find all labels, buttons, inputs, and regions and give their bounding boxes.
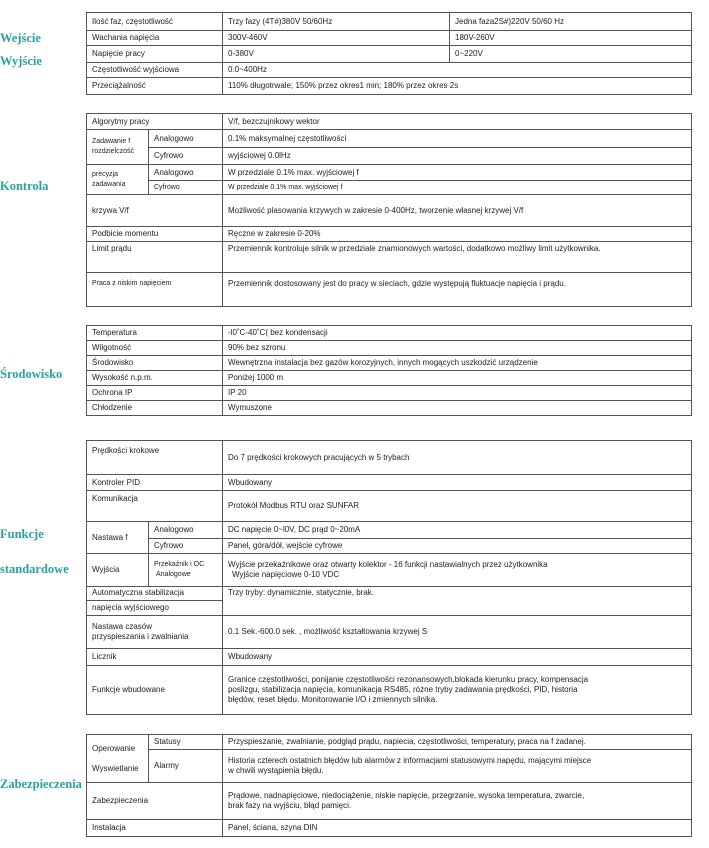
spec-value: 0.1% maksymalnej częstotliwości — [223, 130, 692, 148]
spec-value: Wymuszone — [223, 401, 692, 416]
spec-value: Wewnętrzna instalacja bez gazów korozyjnych, innych mogących uszkodzić urządzenie — [223, 356, 692, 371]
spec-sublabel: Cyfrowo — [149, 148, 223, 165]
table-row — [87, 165, 692, 181]
builtin-functions-line1: Granice częstotliwości, ponijanie częstotliwości rezonansowych,blokada kierunku pracy, kompensacja — [228, 675, 589, 684]
spec-label — [87, 735, 149, 783]
spec-label: Napięcie pracy — [87, 46, 223, 63]
operation-label-line1: Operowanie — [92, 743, 136, 753]
spec-value: 110% długotrwale; 150% przez okres1 min; 180% przez okres 2s — [223, 78, 692, 95]
spec-sublabel: Statusy — [149, 735, 223, 750]
table-row — [87, 401, 692, 416]
spec-value: Wbudowany — [223, 649, 692, 666]
spec-label: Wachania napięcia — [87, 31, 223, 46]
spec-label: Limit prądu — [87, 242, 223, 273]
table-row — [87, 735, 692, 750]
spec-label: Wysokość n.p.m. — [87, 371, 223, 386]
section-label-protection: Zabezpieczenia — [0, 777, 82, 791]
spec-sublabel: Alarmy — [149, 750, 223, 783]
spec-value: V/f, bezczujnikowy wektor — [223, 114, 692, 130]
spec-value: Do 7 prędkości krokowych pracujących w 5 trybach — [223, 441, 692, 475]
spec-label: Licznik — [87, 649, 223, 666]
table-row — [87, 63, 692, 78]
section-label-standard: standardowe — [0, 562, 69, 576]
spec-sublabel: Analogowo — [149, 522, 223, 539]
table-row — [87, 114, 692, 130]
table-row — [87, 13, 692, 31]
table-row — [87, 441, 692, 475]
builtin-functions-line2: poslizgu, stabilizacja napięcia, komunikacja RS485, różne tryby zadawania prędkości, PID, historia — [228, 685, 578, 694]
spec-sublabel: Cyfrowo — [149, 181, 223, 195]
spec-label: Środowisko — [87, 356, 223, 371]
environment-table — [86, 325, 692, 416]
table-row — [87, 326, 692, 341]
spec-label: Funkcje wbudowane — [87, 666, 223, 715]
table-row — [87, 491, 692, 522]
ramp-label-line1: Nastawa czasów — [92, 622, 153, 631]
spec-value: 0-380V — [223, 46, 450, 63]
spec-value: 90% bez szronu — [223, 341, 692, 356]
control-table — [86, 113, 692, 307]
spec-sublabel — [149, 554, 223, 587]
spec-label: Ilość faz, częstotliwość — [87, 13, 223, 31]
spec-label: Wyjścia — [87, 554, 149, 587]
spec-value: 0.1 Sek.-600.0 sek. , możliwość kształtowania krzywej S — [223, 616, 692, 649]
auto-stab-label-line2: napięcia wyjściowego — [87, 600, 222, 613]
spec-value: Ręczne w zakresie 0-20% — [223, 227, 692, 242]
table-row — [87, 148, 692, 165]
spec-value: Poniżej 1000 m — [223, 371, 692, 386]
protection-value-line2: brak fazy na wyjściu, błąd pamięci. — [228, 801, 352, 810]
table-row — [87, 371, 692, 386]
spec-value: Przemiennik dostosowany jest do pracy w sieciach, gdzie występują fluktuacje napięcia i prądu. — [223, 273, 692, 307]
spec-value: -l0˚C-40˚C( bez kondensacji — [223, 326, 692, 341]
spec-value — [223, 554, 692, 587]
table-row — [87, 649, 692, 666]
spec-value: wyjściowej 0.0lHz — [223, 148, 692, 165]
spec-label: krzywa V/f — [87, 195, 223, 227]
spec-label: Zadawanie f rozdzielczość — [87, 130, 149, 165]
table-row — [87, 195, 692, 227]
spec-value: W przedziale 0.1% max. wyjściowej f — [223, 165, 692, 181]
table-row — [87, 587, 692, 616]
spec-label: Temperatura — [87, 326, 223, 341]
table-row — [87, 31, 692, 46]
operation-label-line2: Wyswietlanie — [92, 763, 139, 773]
functions-table — [86, 440, 692, 715]
spec-value: DC napięcie 0~l0V, DC prąd 0~20mA — [223, 522, 692, 539]
spec-label: Wilgotność — [87, 341, 223, 356]
spec-label: Praca z niskim napięciem — [87, 273, 223, 307]
table-row — [87, 227, 692, 242]
protection-table — [86, 734, 692, 837]
spec-value: Możliwość plasowania krzywych w zakresie 0-400Hz, tworzenie własnej krzywej V/f — [223, 195, 692, 227]
spec-value: Trzy tryby: dynamicznie, statycznie, brak. — [223, 587, 692, 616]
outputs-sub-analog: Analogowe — [156, 571, 191, 578]
table-row — [87, 386, 692, 401]
table-row — [87, 666, 692, 715]
table-row — [87, 181, 692, 195]
spec-value: 300V-460V — [223, 31, 450, 46]
spec-value: Przyspieszanie, zwalnianie, podgląd prądu, napiecia, częstotliwości, temperatury, praca na f zadanej. — [223, 735, 692, 750]
spec-label: Nastawa f — [87, 522, 149, 554]
spec-value: 180V-260V — [450, 31, 692, 46]
spec-value — [223, 783, 692, 820]
builtin-functions-line3: błędów, reset błędu. Monitorowanie I/O i zmiennych silnika. — [228, 695, 438, 704]
spec-label: Instalacja — [87, 820, 223, 837]
table-row — [87, 130, 692, 148]
table-row — [87, 554, 692, 587]
spec-value: Przemiennik kontroluje silnik w przedziale znamionowych wartości, dodatkowo możliwy limit użytkownika. — [223, 242, 692, 273]
table-row — [87, 475, 692, 491]
spec-label — [87, 587, 223, 616]
table-row — [87, 783, 692, 820]
table-row — [87, 616, 692, 649]
spec-label: Komunikacja — [87, 491, 223, 522]
spec-sublabel: Cyfrowo — [149, 539, 223, 554]
spec-value: IP 20 — [223, 386, 692, 401]
section-label-output: Wyjście — [0, 54, 42, 68]
protection-value-line1: Prądowe, nadnapięciowe, niedociążenie, niskie napięcie, przegrzanie, wysoka temperatura, zwarcie, — [228, 791, 585, 800]
spec-label — [87, 616, 223, 649]
spec-label: Prędkości krokowe — [87, 441, 223, 475]
spec-value: 0~220V — [450, 46, 692, 63]
ramp-label-line2: przyspieszania i zwalniania — [92, 632, 189, 641]
spec-value: W przedziale 0.1% max. wyjściowej f — [223, 181, 692, 195]
spec-value: Trzy fazy (4T#)380V 50/60Hz — [223, 13, 450, 31]
spec-label: Zabezpieczenia — [87, 783, 223, 820]
spec-label: Chłodzenie — [87, 401, 223, 416]
spec-label: Częstotliwość wyjściowa — [87, 63, 223, 78]
table-row — [87, 242, 692, 273]
table-row — [87, 78, 692, 95]
table-row — [87, 539, 692, 554]
spec-label: Ochrona IP — [87, 386, 223, 401]
spec-value: Panel, góra/dół, wejście cyfrowe — [223, 539, 692, 554]
spec-value: Wbudowany — [223, 475, 692, 491]
spec-label: Przeciążalność — [87, 78, 223, 95]
spec-label: Algorytmy pracy — [87, 114, 223, 130]
section-label-environment: Środowisko — [0, 367, 63, 381]
spec-value: 0.0~400Hz — [223, 63, 692, 78]
spec-value: Panel, ściana, szyna DIN — [223, 820, 692, 837]
table-row — [87, 750, 692, 783]
auto-stab-label-line1: Automatyczna stabilizacja — [92, 588, 185, 597]
table-row — [87, 46, 692, 63]
table-row — [87, 341, 692, 356]
alarms-value-line1: Historia czterech ostatnich błędów lub alarmów z informacjami statusowymi napędu, mającymi miejsce — [228, 756, 592, 765]
table-row — [87, 522, 692, 539]
outputs-sub-relay: Przekaźnik i OC — [154, 561, 205, 568]
spec-sublabel: Analogowo — [149, 165, 223, 181]
spec-sublabel: Analogowo — [149, 130, 223, 148]
spec-value: Jedna faza2S#)220V 50/60 Hz — [450, 13, 692, 31]
section-label-control: Kontrola — [0, 179, 49, 193]
section-label-functions: Funkcje — [0, 527, 44, 541]
spec-label: Kontroler PID — [87, 475, 223, 491]
spec-label: precyzja zadawania — [87, 165, 149, 195]
spec-value — [223, 666, 692, 715]
outputs-value-analog: Wyjście napięciowe 0-10 VDC — [232, 570, 340, 579]
input-output-table — [86, 12, 692, 95]
spec-label: Podbicie momentu — [87, 227, 223, 242]
outputs-value-relay: Wyjście przekaźnikowe oraz otwarty kolektor - 16 funkcji nastawialnych przez użytkownika — [228, 560, 548, 569]
spec-value: Protokół Modbus RTU oraz SUNFAR — [223, 491, 692, 522]
section-label-input: Wejście — [0, 31, 41, 45]
table-row — [87, 820, 692, 837]
table-row — [87, 356, 692, 371]
alarms-value-line2: w chwili wystąpienia błędu. — [228, 766, 324, 775]
table-row — [87, 273, 692, 307]
spec-value — [223, 750, 692, 783]
